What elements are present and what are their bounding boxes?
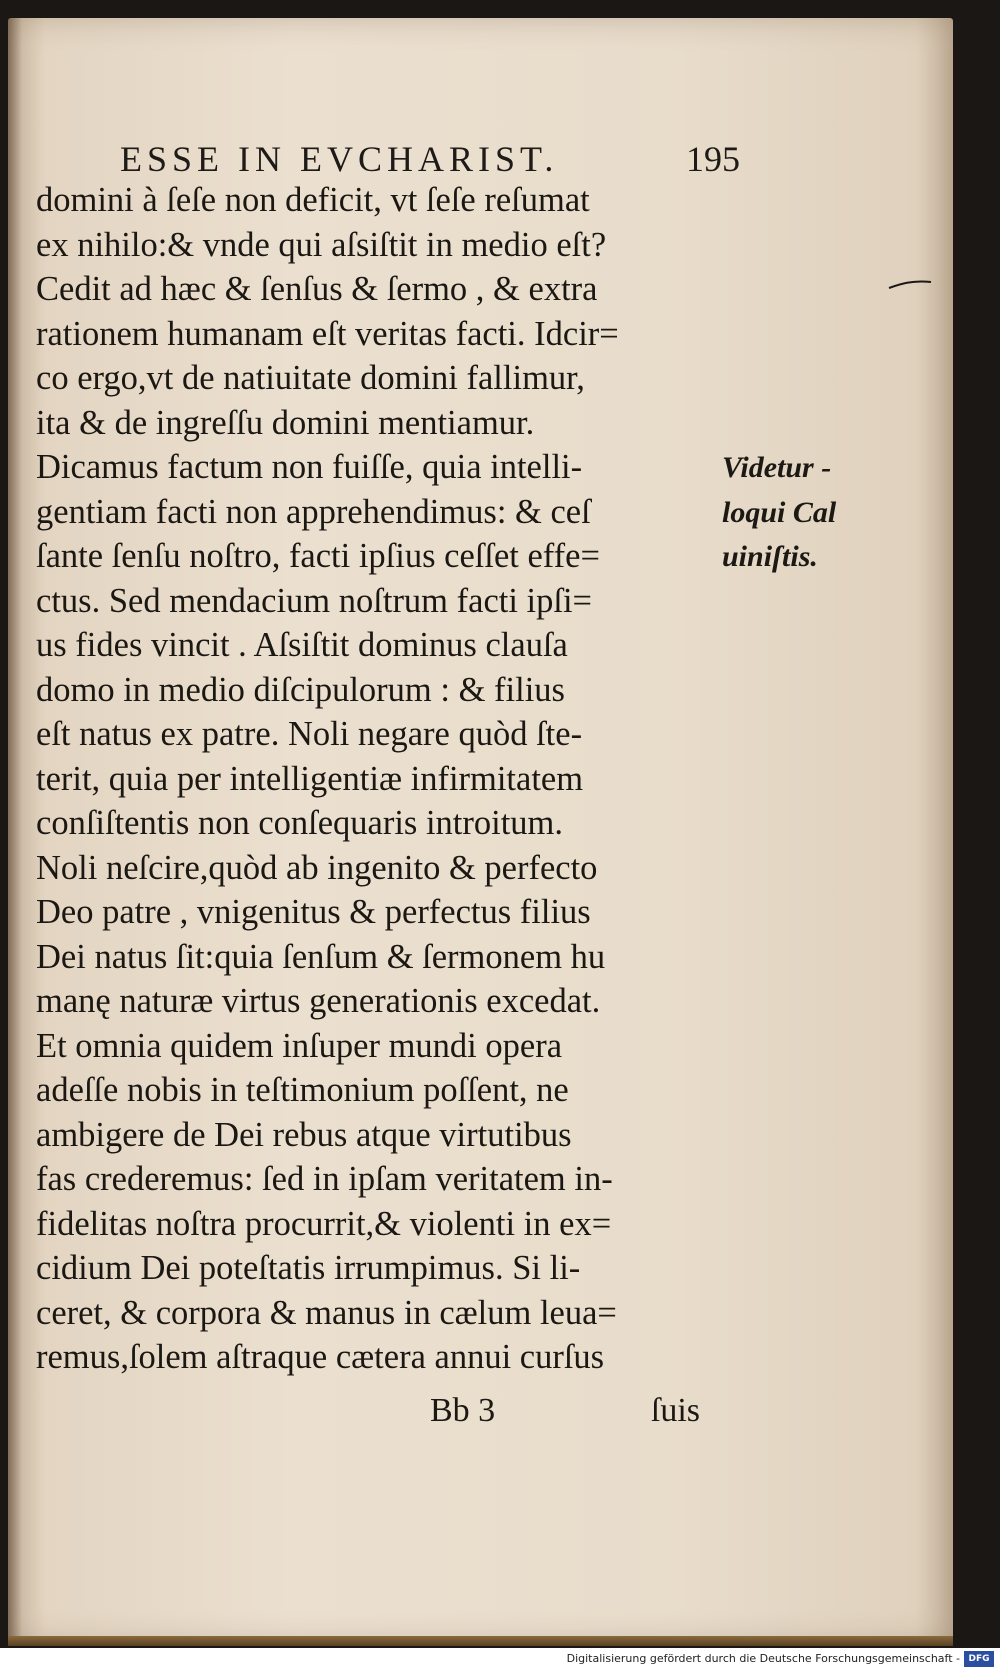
text-line: us fides vincit . Aſsiſtit dominus clauſa <box>36 626 568 664</box>
text-line: eſt natus ex patre. Noli negare quòd ſte- <box>36 715 583 753</box>
text-line: fas crederemus: ſed in ipſam veritatem in- <box>36 1160 613 1198</box>
text-line: remus,ſolem aſtraque cætera annui curſus <box>36 1338 605 1376</box>
page-header <box>120 138 740 180</box>
page-bottom-edge <box>8 1636 953 1646</box>
text-line: ceret, & corpora & manus in cælum leua= <box>36 1293 617 1332</box>
footer-bar <box>0 1648 1000 1673</box>
text-line: co ergo,vt de natiuitate domini fallimur, <box>36 359 585 397</box>
text-line: ſante ſenſu noſtro, facti ipſius ceſſet effe= <box>36 537 600 575</box>
text-line: terit, quia per intelligentiæ infirmitatem <box>36 759 584 798</box>
text-line: manę naturæ virtus generationis excedat. <box>36 982 601 1020</box>
text-line: Dei natus ſit:quia ſenſum & ſermonem hu <box>36 937 606 976</box>
text-line: rationem humanam eſt veritas facti. Idcir= <box>36 314 619 353</box>
signature-mark: Bb 3 <box>430 1392 496 1429</box>
text-line: Dicamus factum non fuiſſe, quia intelli- <box>36 448 583 486</box>
marginal-note-line: loqui Cal <box>722 495 837 529</box>
text-line: domo in medio diſcipulorum : & filius <box>36 670 565 709</box>
text-line: Noli neſcire,quòd ab ingenito & perfecto <box>36 848 598 887</box>
text-line: Cedit ad hæc & ſenſus & ſermo , & extra <box>36 270 598 308</box>
text-line: ctus. Sed mendacium noſtrum facti ipſi= <box>36 581 593 620</box>
text-line: fidelitas noſtra procurrit,& violenti in ex= <box>36 1204 612 1243</box>
text-line: cidium Dei poteſtatis irrumpimus. Si li- <box>36 1249 581 1287</box>
text-line: conſiſtentis non conſequaris introitum. <box>36 804 564 842</box>
dfg-logo: DFG <box>964 1651 994 1667</box>
spine-shadow <box>8 18 22 1643</box>
catchline <box>430 1392 710 1436</box>
text-line: ita & de ingreſſu domini mentiamur. <box>36 403 535 442</box>
text-line: gentiam facti non apprehendimus: & ceſ <box>36 492 591 531</box>
catchword: ſuis <box>650 1392 700 1429</box>
text-line: Deo patre , vnigenitus & perfectus filius <box>36 893 591 931</box>
text-line: adeſſe nobis in teſtimonium poſſent, ne <box>36 1071 569 1109</box>
marginal-note <box>722 446 862 580</box>
marginal-note-line: Videtur - <box>722 451 832 484</box>
text-line: ambigere de Dei rebus atque virtutibus <box>36 1115 572 1154</box>
text-line: domini à ſeſe non deficit, vt ſeſe reſumat <box>36 181 590 219</box>
page-number: 195 <box>686 139 740 179</box>
pen-mark-icon <box>888 278 932 290</box>
marginal-note-line: uiniſtis. <box>722 540 818 573</box>
body-text <box>36 178 736 1380</box>
running-head: ESSE IN EVCHARIST. <box>120 139 559 179</box>
text-line: ex nihilo:& vnde qui aſsiſtit in medio eſt? <box>36 225 607 264</box>
footer-credit: Digitalisierung gefördert durch die Deutsche Forschungsgemeinschaft - <box>566 1652 960 1665</box>
text-line: Et omnia quidem inſuper mundi opera <box>36 1026 563 1065</box>
